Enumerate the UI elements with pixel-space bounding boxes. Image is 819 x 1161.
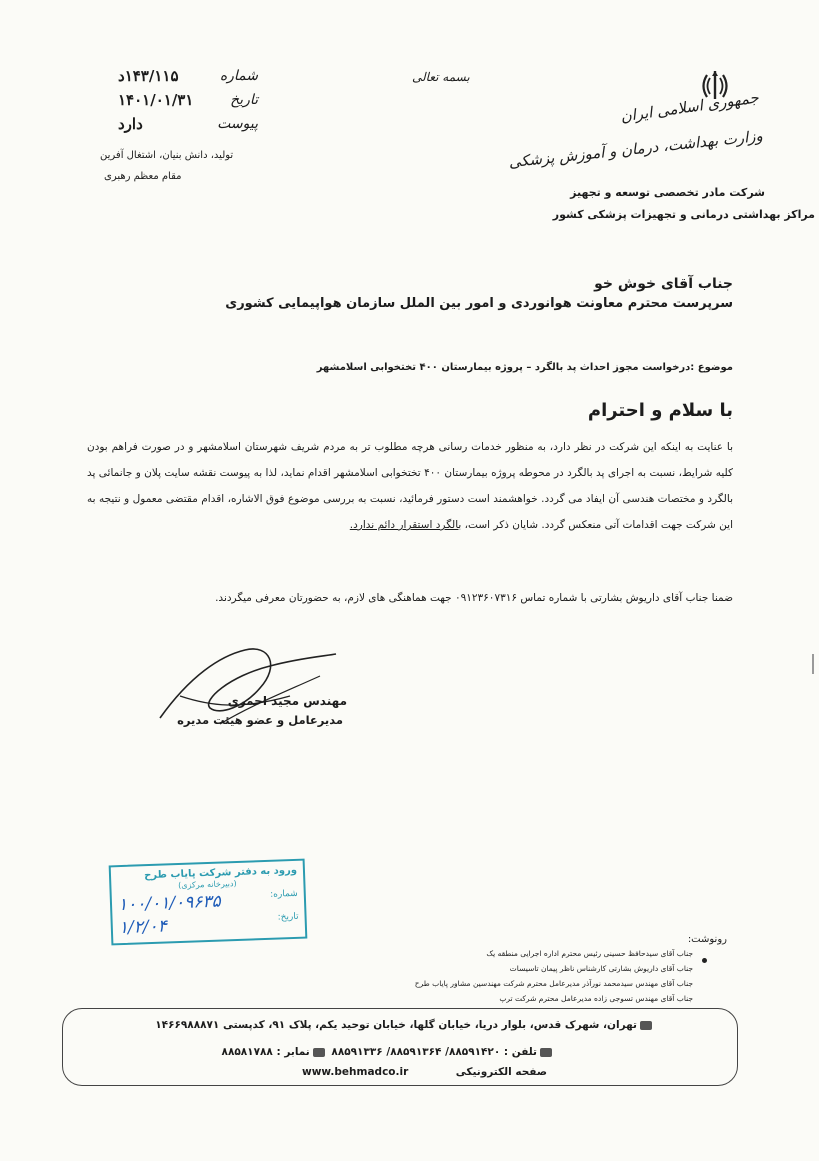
signatory-name: مهندس مجید احمری <box>227 694 347 708</box>
footer-address <box>155 1019 655 1031</box>
number-value: ۱۴۳/۱۱۵د <box>118 67 179 85</box>
number-label: شماره <box>219 68 258 84</box>
body-paragraph-2: ضمنا جناب آقای داریوش بشارتی با شماره تماس ۰۹۱۲۳۶۰۷۳۱۶ جهت هماهنگی های لازم، به حضورتان معرفی میگردند. <box>215 592 733 604</box>
cc-item: جناب آقای مهندس تسوجی زاده مدیرعامل محترم شرکت ترپ <box>499 994 693 1003</box>
letter-meta <box>118 64 258 136</box>
bullet-icon <box>702 958 707 963</box>
signatory-position: مدیرعامل و عضو هیئت مدیره <box>177 713 343 727</box>
ministry-line-1: جمهوری اسلامی ایران <box>619 88 760 126</box>
footer-address-text: تهران، شهرک قدس، بلوار دریا، خیابان گلها، خیابان توحید یکم، پلاک ۹۱، کدپستی ۱۴۶۶۹۸۸۸۷۱ <box>155 1019 637 1031</box>
scan-edge-mark <box>812 654 814 674</box>
attachment-label: پیوست <box>217 116 258 132</box>
letter-body <box>87 434 733 538</box>
slogan-attribution: مقام معظم رهبری <box>104 171 182 182</box>
basmala: بسمه تعالی <box>412 70 470 84</box>
meta-number-row <box>118 64 258 88</box>
stamp-title: ورود به دفتر شرکت پایاب طرح <box>143 864 298 882</box>
receipt-stamp <box>109 859 308 946</box>
recipient-title: سرپرست محترم معاونت هوانوردی و امور بین الملل سازمان هواپیمایی کشوری <box>225 296 733 311</box>
fax-value: ۸۸۵۸۱۷۸۸ <box>221 1046 273 1058</box>
company-line-1: شرکت مادر تخصصی توسعه و تجهیز <box>570 186 765 199</box>
stamp-date-label: تاریخ: <box>277 911 299 923</box>
stamp-date-row <box>119 912 300 938</box>
cc-list <box>373 946 693 1006</box>
cc-item: جناب آقای مهندس سیدمحمد نورآذر مدیرعامل محترم شرکت مهندسین مشاور پایاب طرح <box>414 979 693 988</box>
meta-date-row <box>118 88 258 112</box>
body-paragraph-1-text: با عنایت به اینکه این شرکت در نظر دارد، به منظور خدمات رسانی هرچه مطلوب تر به مردم شریف شهرستان اسلامشهر و در صورت فراهم بودن کلیه شرایط، نسبت به اجرای پد بالگرد در محوطه پروژه بیمارستان ۴۰۰ تختخوابی اسلامشهر اقدام نماید، لذا به پیوست نقشه سایت پلان و جانمائی پد بالگرد و مختصات هندسی آن ایفاد می گردد. خواهشمند است دستور فرمائید، نسبت به بررسی موضوع فوق الاشاره، اقدام مقتضی معمول و نتیجه به این شرکت جهت اقدامات آتی منعکس گردد. شایان ذکر است، <box>87 441 733 531</box>
date-label: تاریخ <box>230 92 258 108</box>
fax-icon <box>313 1048 325 1057</box>
body-paragraph-1 <box>87 434 733 538</box>
envelope-icon <box>640 1021 652 1030</box>
fax-label: نمابر : <box>276 1046 310 1058</box>
tel-value: ۸۸۵۹۱۴۲۰/ ۸۸۵۹۱۳۶۴/ ۸۸۵۹۱۳۳۶ <box>331 1046 501 1058</box>
letter-subject: موضوع :درخواست مجوز احداث پد بالگرد – پروژه بیمارستان ۴۰۰ تختخوابی اسلامشهر <box>316 362 733 373</box>
web-label: صفحه الکترونیکی <box>455 1066 547 1078</box>
ministry-line-2: وزارت بهداشت، درمان و آموزش پزشکی <box>507 126 764 172</box>
phone-icon <box>540 1048 552 1057</box>
cc-label: رونوشت: <box>687 934 727 945</box>
date-value: ۱۴۰۱/۰۱/۳۱ <box>118 91 194 109</box>
greeting: با سلام و احترام <box>587 400 733 421</box>
stamp-number-value: ۱۰۰/۰۱/۰۹۶۳۵ <box>117 891 222 916</box>
stamp-subtitle: (دبیرخانه مرکزی) <box>178 878 237 891</box>
stamp-number-row <box>118 889 299 915</box>
body-underlined-note: بالگرد استقرار دائم ندارد. <box>349 519 462 531</box>
cc-item: جناب آقای داریوش بشارتی کارشناس ناظر پیمان تاسیسات <box>509 964 693 973</box>
meta-attachment-row <box>118 112 258 136</box>
cc-item: جناب آقای سیدحافظ حسینی رئیس محترم اداره اجرایی منطقه یک <box>486 949 693 958</box>
company-line-2: مراکز بهداشتی درمانی و تجهیزات پزشکی کشور <box>552 208 815 221</box>
slogan: تولید، دانش بنیان، اشتغال آفرین <box>100 150 234 161</box>
stamp-date-value: ۱/۲/۰۴ <box>118 916 168 939</box>
footer-contact <box>222 1046 555 1058</box>
stamp-number-label: شماره: <box>270 888 298 900</box>
recipient-name: جناب آقای خوش خو <box>594 276 733 292</box>
attachment-value: دارد <box>118 115 143 133</box>
tel-label: تلفن : <box>503 1046 537 1058</box>
website-link[interactable]: www.behmadco.ir <box>302 1066 409 1078</box>
